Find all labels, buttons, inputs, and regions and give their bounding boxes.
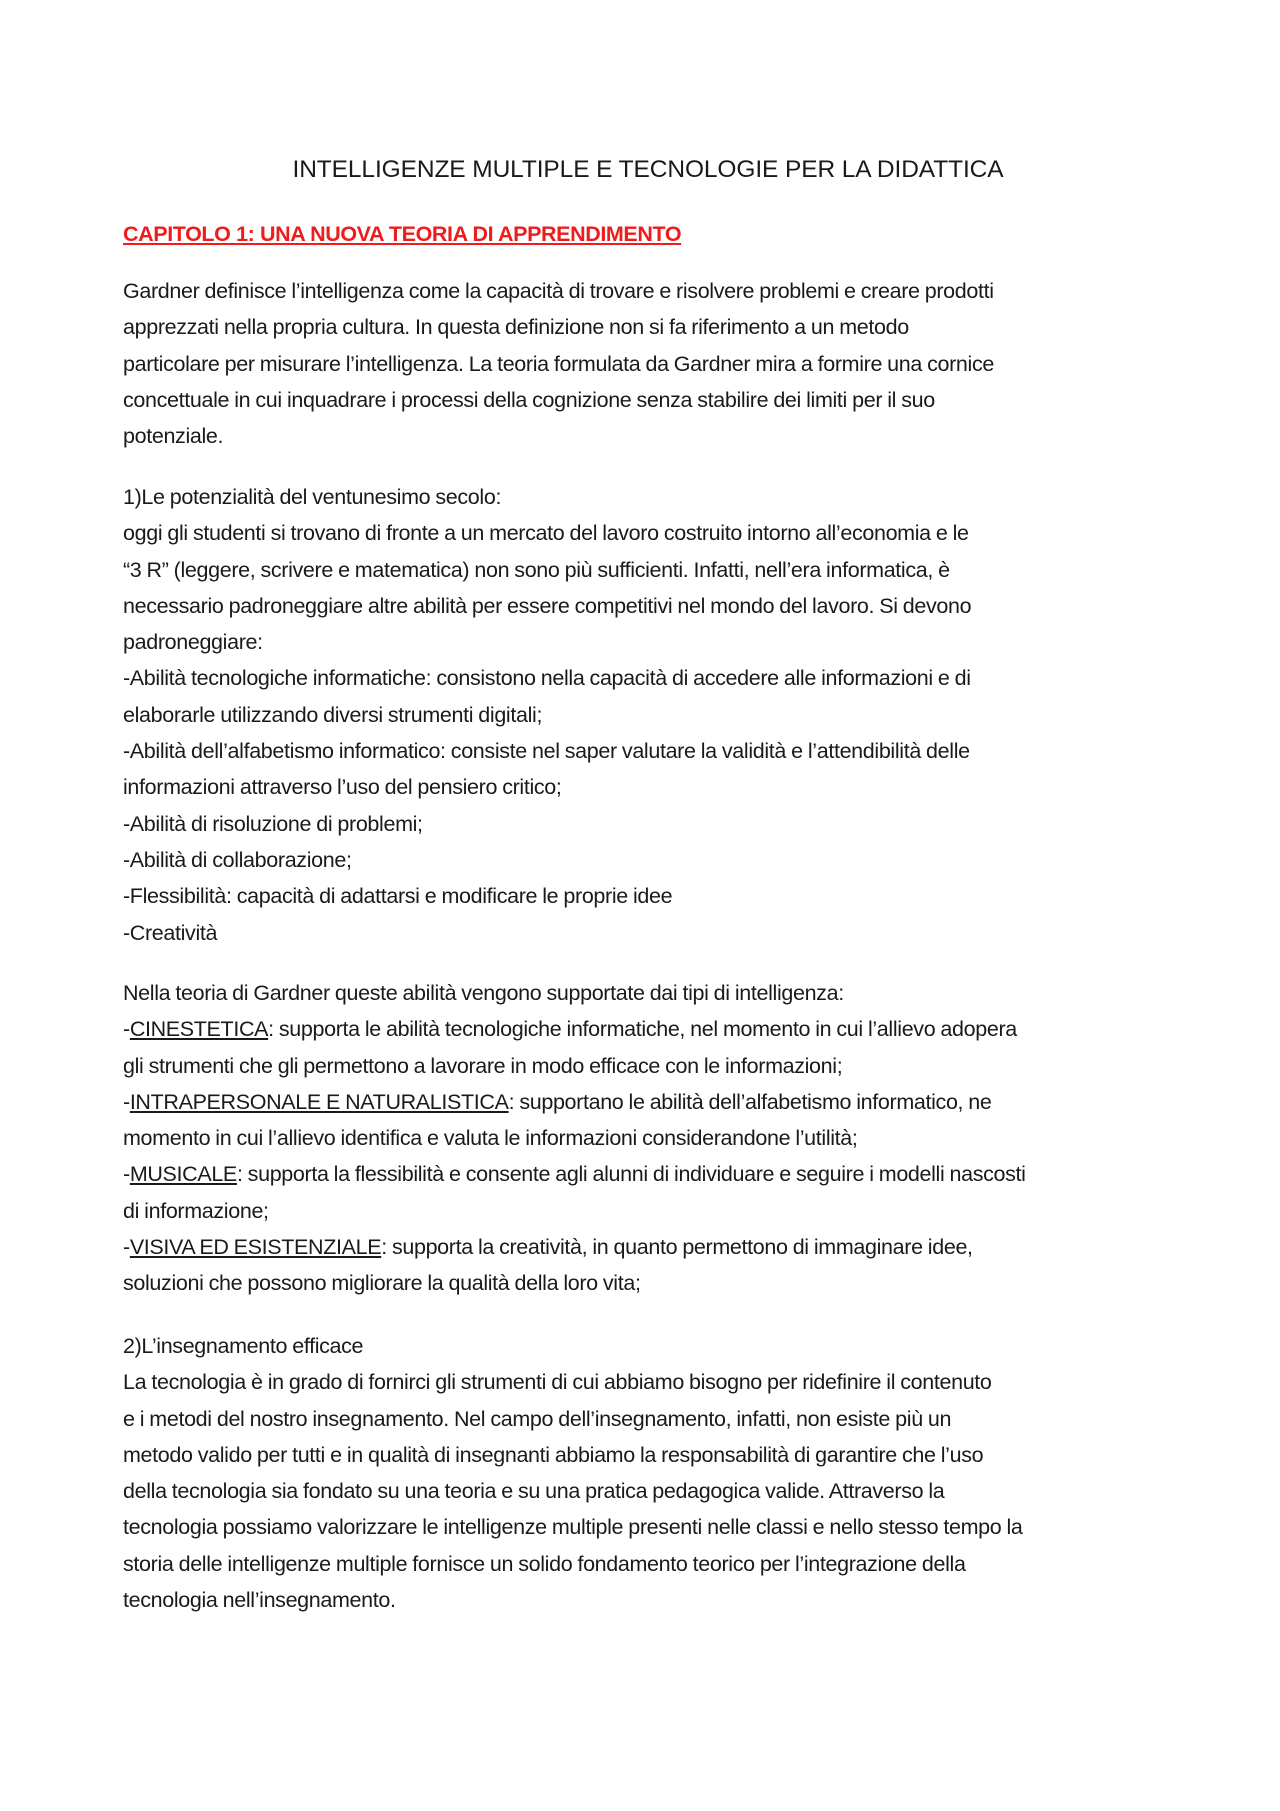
paragraph-line: potenziale. xyxy=(123,424,224,449)
paragraph-line: “3 R” (leggere, scrivere e matematica) non sono più sufficienti. Infatti, nell’era informatica, è xyxy=(123,557,950,582)
paragraph-line: particolare per misurare l’intelligenza. La teoria formulata da Gardner mira a formire una cornice xyxy=(123,351,994,376)
paragraph-line: soluzioni che possono migliorare la qualità della loro vita; xyxy=(123,1271,641,1296)
section-2 xyxy=(123,1328,1173,1618)
section-2-heading: 2)L’insegnamento efficace xyxy=(123,1334,364,1358)
chapter-heading: CAPITOLO 1: UNA NUOVA TEORIA DI APPRENDIMENTO xyxy=(123,222,682,246)
paragraph-line: metodo valido per tutti e in qualità di insegnanti abbiamo la responsabilità di garantire che l’uso xyxy=(123,1442,984,1467)
intelligences-paragraph xyxy=(123,975,1173,1302)
paragraph-line: tecnologia possiamo valorizzare le intelligenze multiple presenti nelle classi e nello stesso tempo la xyxy=(123,1515,1023,1540)
intelligence-description: : supporta la creatività, in quanto permettono di immaginare idee, xyxy=(381,1235,973,1260)
paragraph-line: informazioni attraverso l’uso del pensiero critico; xyxy=(123,775,562,800)
intro-paragraph xyxy=(123,273,1173,454)
intelligence-name: VISIVA ED ESISTENZIALE xyxy=(129,1235,382,1260)
intelligence-name: INTRAPERSONALE E NATURALISTICA xyxy=(129,1089,509,1114)
paragraph-line: della tecnologia sia fondato su una teoria e su una pratica pedagogica valide. Attraverso la xyxy=(123,1479,945,1504)
paragraph-line: storia delle intelligenze multiple fornisce un solido fondamento teorico per l’integrazione della xyxy=(123,1551,966,1576)
intelligence-description: : supportano le abilità dell’alfabetismo informatico, ne xyxy=(508,1089,992,1114)
paragraph-line: Gardner definisce l’intelligenza come la capacità di trovare e risolvere problemi e creare prodotti xyxy=(123,279,994,303)
list-item-skill: -Abilità dell’alfabetismo informatico: consiste nel saper valutare la validità e l’attendibilità delle xyxy=(123,739,970,764)
intelligence-name: MUSICALE xyxy=(129,1162,237,1187)
list-item-intelligence: -INTRAPERSONALE E NATURALISTICA: supportano le abilità dell’alfabetismo informatico, ne xyxy=(123,1089,992,1114)
paragraph-line: momento in cui l’allievo identifica e valuta le informazioni considerandone l’utilità; xyxy=(123,1126,858,1151)
list-item-intelligence: -MUSICALE: supporta la flessibilità e consente agli alunni di individuare e seguire i modelli nascosti xyxy=(123,1162,1026,1187)
paragraph-line: apprezzati nella propria cultura. In questa definizione non si fa riferimento a un metodo xyxy=(123,315,909,340)
document-title: INTELLIGENZE MULTIPLE E TECNOLOGIE PER LA DIDATTICA xyxy=(292,156,1004,183)
paragraph-line: e i metodi del nostro insegnamento. Nel campo dell’insegnamento, infatti, non esiste più un xyxy=(123,1406,952,1431)
paragraph-line: gli strumenti che gli permettono a lavorare in modo efficace con le informazioni; xyxy=(123,1053,843,1078)
list-item-intelligence: -VISIVA ED ESISTENZIALE: supporta la creatività, in quanto permettono di immaginare idee, xyxy=(123,1235,973,1260)
intelligence-description: : supporta la flessibilità e consente agli alunni di individuare e seguire i modelli nascosti xyxy=(236,1162,1026,1187)
intelligence-name: CINESTETICA xyxy=(129,1017,269,1042)
list-item-skill: -Abilità di risoluzione di problemi; xyxy=(123,811,423,836)
list-item-skill: -Abilità di collaborazione; xyxy=(123,847,352,872)
list-item-skill: -Creatività xyxy=(123,920,218,945)
paragraph-line: La tecnologia è in grado di fornirci gli strumenti di cui abbiamo bisogno per ridefinire il contenuto xyxy=(123,1370,992,1395)
paragraph-line: elaborarle utilizzando diversi strumenti digitali; xyxy=(123,702,543,727)
section-1-heading: 1)Le potenzialità del ventunesimo secolo: xyxy=(123,485,502,509)
intelligences-intro: Nella teoria di Gardner queste abilità vengono supportate dai tipi di intelligenza: xyxy=(123,981,844,1005)
paragraph-line: concettuale in cui inquadrare i processi della cognizione senza stabilire dei limiti per il suo xyxy=(123,387,935,412)
list-item-skill: -Abilità tecnologiche informatiche: consistono nella capacità di accedere alle informazioni e di xyxy=(123,666,971,691)
section-1 xyxy=(123,479,1173,951)
paragraph-line: di informazione; xyxy=(123,1198,269,1223)
paragraph-line: padroneggiare: xyxy=(123,630,263,655)
list-item-skill: -Flessibilità: capacità di adattarsi e modificare le proprie idee xyxy=(123,884,673,909)
intelligence-description: : supporta le abilità tecnologiche informatiche, nel momento in cui l’allievo adopera xyxy=(268,1017,1017,1042)
paragraph-line: tecnologia nell’insegnamento. xyxy=(123,1588,396,1613)
paragraph-line: oggi gli studenti si trovano di fronte a un mercato del lavoro costruito intorno all’economia e le xyxy=(123,521,969,546)
paragraph-line: necessario padroneggiare altre abilità per essere competitivi nel mondo del lavoro. Si devono xyxy=(123,593,972,618)
list-item-intelligence: -CINESTETICA: supporta le abilità tecnologiche informatiche, nel momento in cui l’allievo adopera xyxy=(123,1017,1017,1042)
